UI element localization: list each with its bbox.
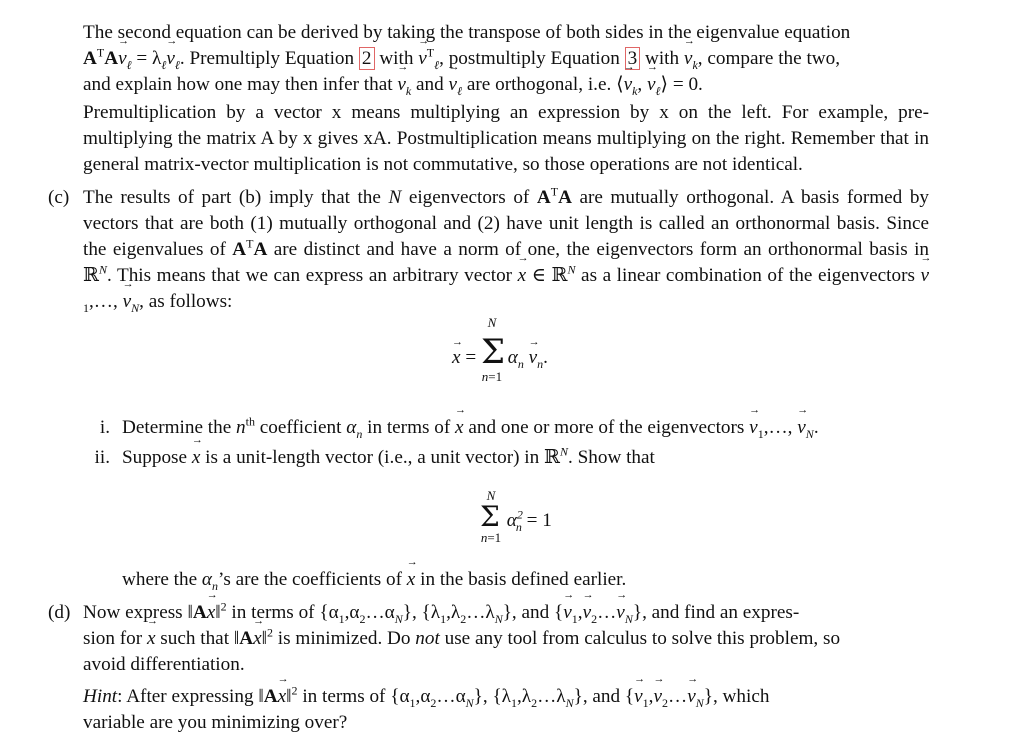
item-ii-text: Suppose → x is a unit-length vector (i.e., a unit vector) in ℝ$^N$. Show that: [122, 445, 922, 471]
part-c-text: The results of part (b) imply that the N eigenvectors of $A^TA$ are mutually orthogonal. A basis formed by vectors that are both (1) mutually orthogonal and (2) have unit length is called an orthonormal basis. Since the eigenvalues of $A^TA$ are distinct and have a norm of one, the eigenvectors form an orthonormal basis in ℝ$^N$. This means that we can express an arbitrary vector → x ∈ ℝ$^N$ as a linear combination of the eigenvectors → $v_1,\dots$, → $v_N$, as follows:: [83, 185, 929, 315]
equation-2-link[interactable]: 2: [359, 47, 375, 70]
premultiplication-paragraph: [83, 100, 929, 178]
equation-unit-norm: N Σ n=1 $\alpha^2_n = 1$: [480, 488, 552, 545]
part-d-line-1: Now express ‖A→ x‖$^2$ in terms of $\{\alpha_1,\alpha_2\dots\alpha_N\}$, $\{\lambda_1,\lambda_2\dots\lambda_N\}$, and {→ $v_1,\to$ $v_2\dots\to v_N$}, and find an expres-: [83, 600, 929, 626]
equation-3-link[interactable]: 3: [625, 47, 641, 70]
where-text: where the $\alpha_n’s$ are the coefficients of → x in the basis defined earlier.: [122, 567, 922, 593]
equation-expansion: → x = N Σ n=1 $\alpha_n \to v_n$.: [452, 335, 548, 369]
item-i-marker: i.: [99, 417, 110, 438]
part-d-marker: (d): [48, 602, 71, 623]
part-c-marker: (c): [48, 187, 70, 208]
premultiplication-text: Premultiplication by a vector x means multiplying an expression by x on the left. For example, pre-multiplying the matrix A by x gives xA. Postmultiplication means multiplying on the right. Remember that in general matrix-vector multiplication is not commutative, so those operations are not identical.: [83, 102, 929, 175]
part-d-hint-line-2: variable are you minimizing over?: [83, 712, 348, 733]
intro-paragraph: [83, 20, 929, 98]
intro-line-2: $A^TA\to v_\ell = \lambda_\ell\to v_\ell$. Premultiply Equation 2 with → $v^T_\ell$, postmultiply Equation 3 with → $v_k$, compare the two,: [83, 46, 929, 72]
intro-line-1: The second equation can be derived by taking the transpose of both sides in the eigenvalue equation: [83, 22, 851, 43]
part-d-line-2: sion for → x such that ‖A→ x‖$^2$ is minimized. Do not use any tool from calculus to solve this problem, so: [83, 626, 929, 652]
item-ii-marker: ii.: [94, 447, 110, 468]
part-d-line-3: avoid differentiation.: [83, 654, 245, 675]
part-c-paragraph: [83, 185, 929, 315]
part-d-hint: Hint: After expressing ‖A→ x‖$^2$ in terms of $\{\alpha_1,\alpha_2\dots\alpha_N\}$, $\{\lambda_1,\lambda_2\dots\lambda_N\}$, and {→ $v_1,\to$ $v_2\dots\to v_N$}, which: [83, 684, 929, 710]
intro-line-3: and explain how one may then infer that → $v_k$ and → $v_\ell$ are orthogonal, i.e. ⟨→ $v_k$, → $v_\ell⟩ = 0$.: [83, 72, 929, 98]
item-i-text: Determine the $n^{th}$ coefficient $\alpha_n$ in terms of → x and one or more of the eigenvectors → $v_1,\dots$, → $v_N$.: [122, 415, 922, 441]
part-d-paragraph: [83, 600, 929, 736]
